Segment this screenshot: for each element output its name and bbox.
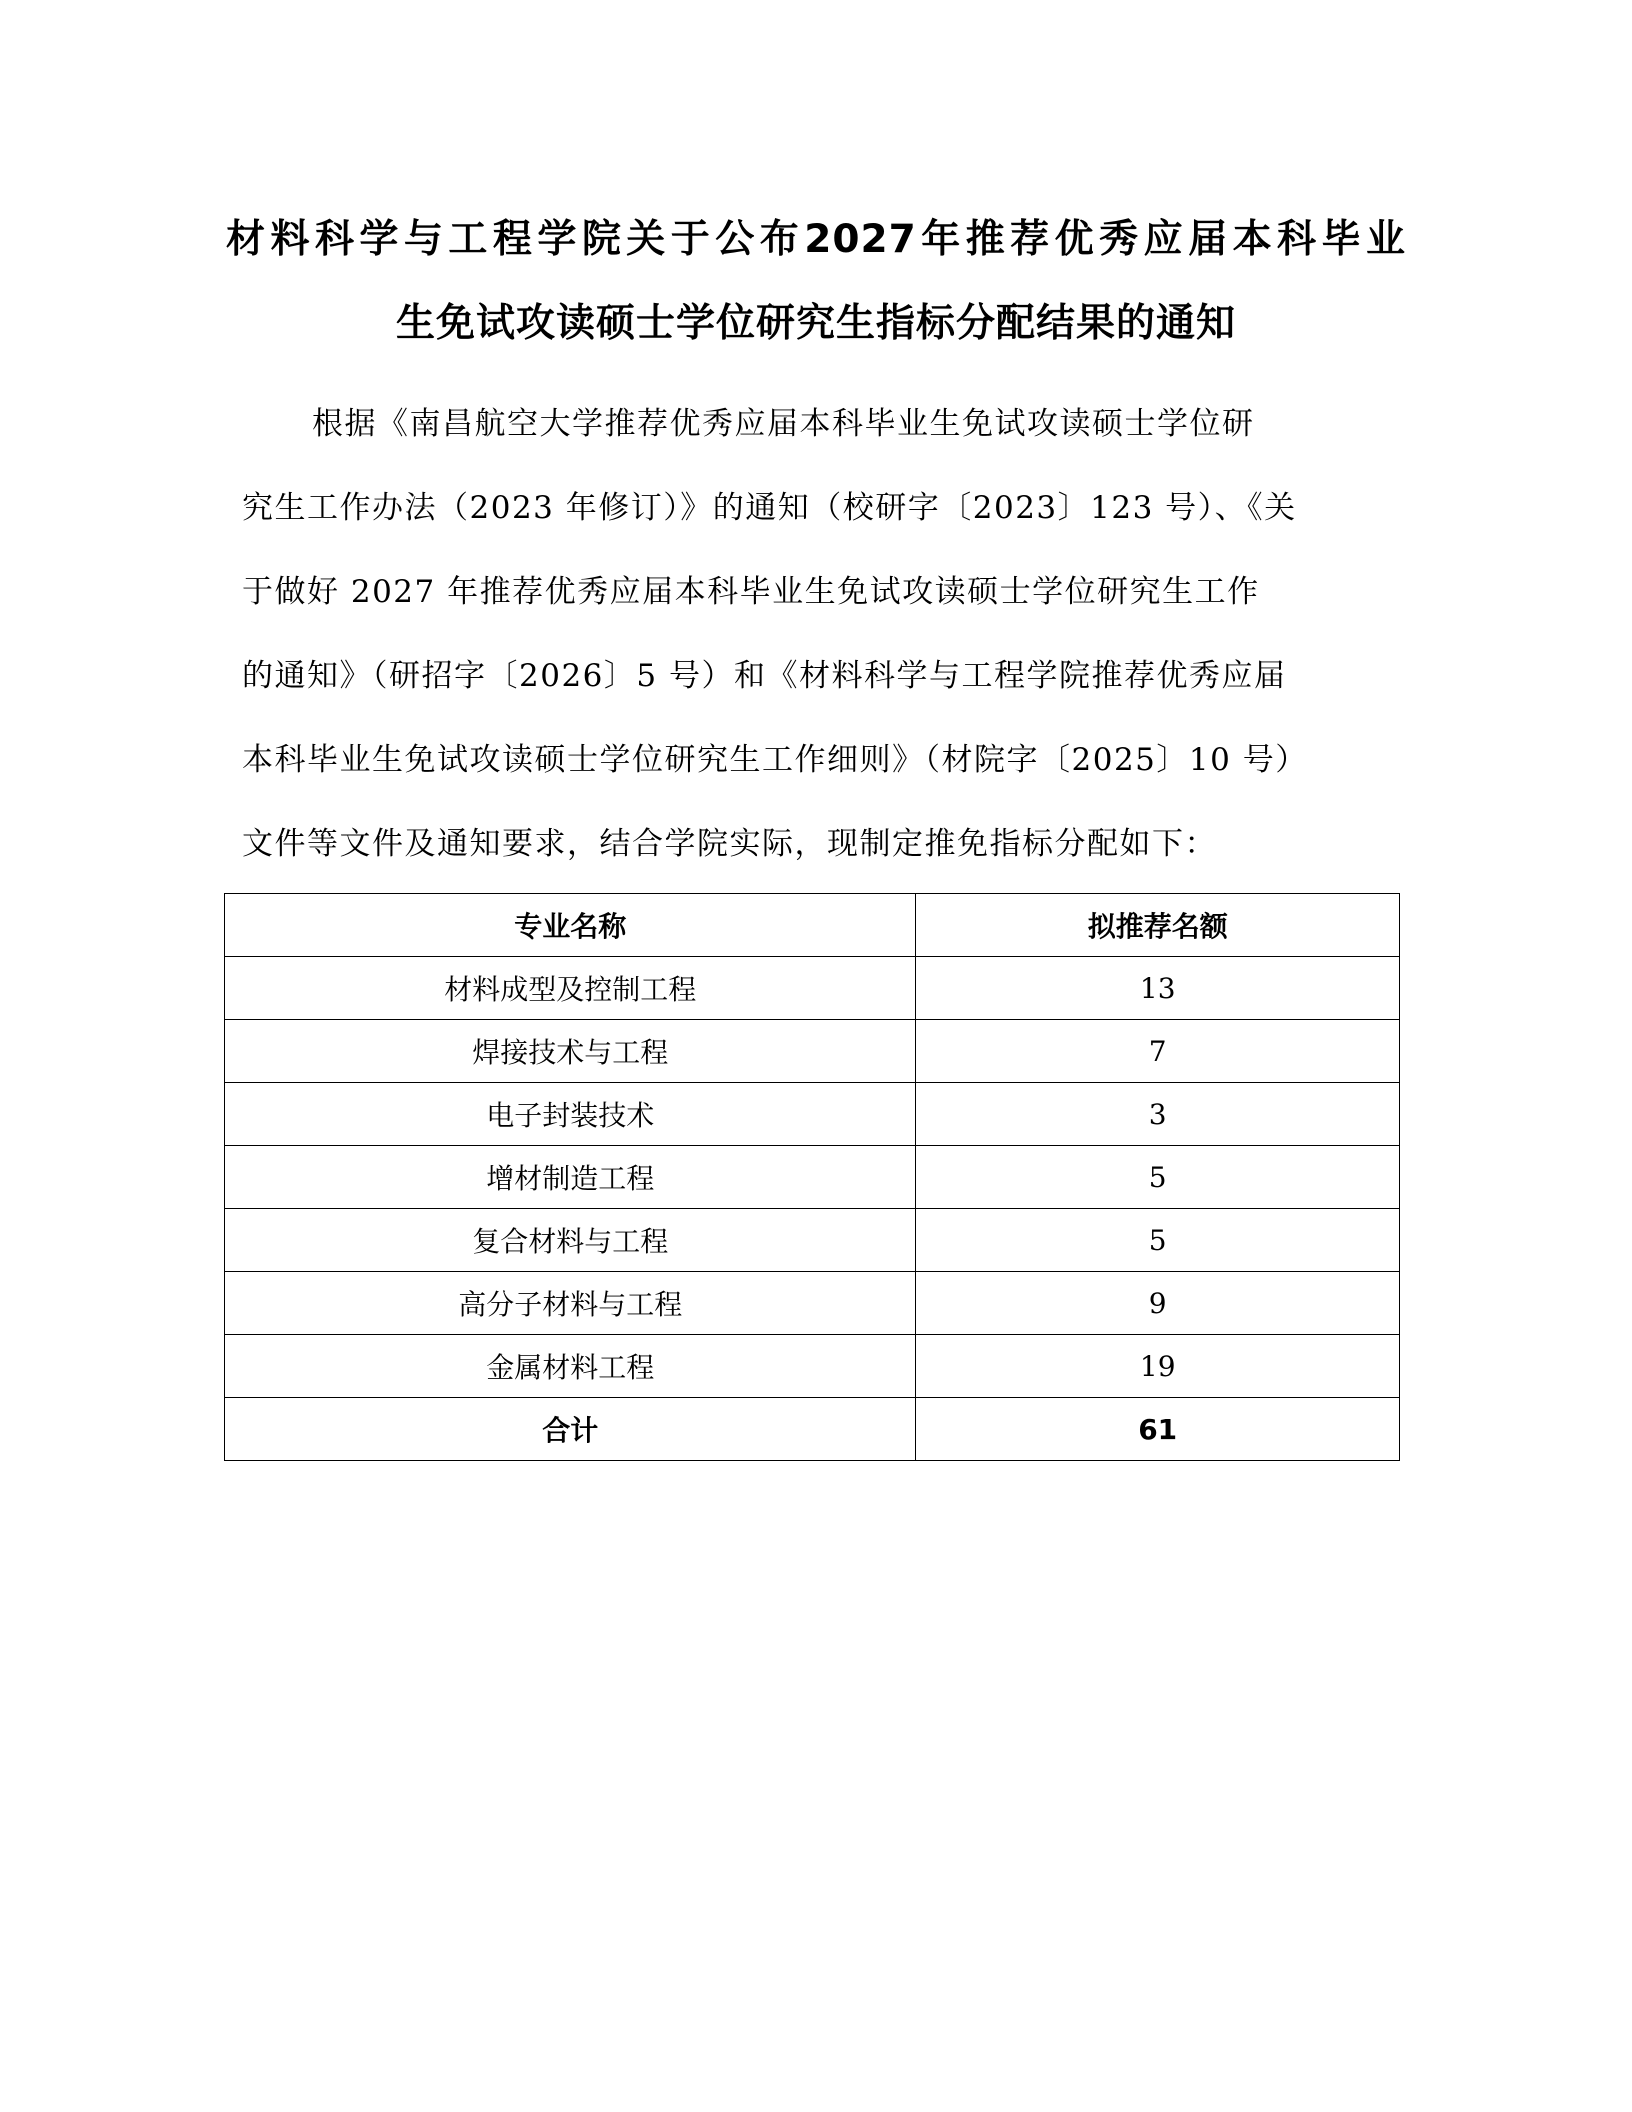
body-line: 文件等文件及通知要求，结合学院实际，现制定推免指标分配如下： [242, 826, 1217, 862]
cell-quota: 7 [916, 1020, 1400, 1083]
table-row [225, 1146, 1400, 1209]
body-line: 本科毕业生免试攻读硕士学位研究生工作细则》（材院字〔2025〕10 号） [242, 742, 1308, 778]
title-line-1: 材料科学与工程学院关于公布2027年推荐优秀应届本科毕业 [226, 217, 1406, 262]
title-line-2: 生免试攻读硕士学位研究生指标分配结果的通知 [395, 301, 1236, 346]
table-row [225, 1020, 1400, 1083]
cell-major: 增材制造工程 [225, 1146, 916, 1209]
body-line: 的通知》（研招字〔2026〕5 号）和《材料科学与工程学院推荐优秀应届 [242, 658, 1287, 694]
table-total-row [225, 1398, 1400, 1461]
table-row [225, 1083, 1400, 1146]
total-value: 61 [916, 1398, 1400, 1461]
body-paragraph [242, 382, 1382, 886]
quota-table [224, 893, 1400, 1461]
cell-quota: 3 [916, 1083, 1400, 1146]
body-line: 于做好 2027 年推荐优秀应届本科毕业生免试攻读硕士学位研究生工作 [242, 574, 1260, 610]
cell-quota: 5 [916, 1146, 1400, 1209]
cell-quota: 5 [916, 1209, 1400, 1272]
cell-quota: 13 [916, 957, 1400, 1020]
cell-quota: 19 [916, 1335, 1400, 1398]
table-header-row [225, 894, 1400, 957]
table-row [225, 1272, 1400, 1335]
cell-major: 焊接技术与工程 [225, 1020, 916, 1083]
body-line: 根据《南昌航空大学推荐优秀应届本科毕业生免试攻读硕士学位研 [312, 406, 1255, 442]
cell-major: 电子封装技术 [225, 1083, 916, 1146]
cell-major: 复合材料与工程 [225, 1209, 916, 1272]
cell-major: 金属材料工程 [225, 1335, 916, 1398]
document-title [226, 198, 1406, 366]
body-line: 究生工作办法（2023 年修订）》的通知（校研字〔2023〕123 号）、《关 [242, 490, 1297, 526]
cell-major: 材料成型及控制工程 [225, 957, 916, 1020]
table-row [225, 957, 1400, 1020]
cell-quota: 9 [916, 1272, 1400, 1335]
table-row [225, 1335, 1400, 1398]
header-major: 专业名称 [225, 894, 916, 957]
total-label: 合计 [225, 1398, 916, 1461]
header-quota: 拟推荐名额 [916, 894, 1400, 957]
cell-major: 高分子材料与工程 [225, 1272, 916, 1335]
table-row [225, 1209, 1400, 1272]
